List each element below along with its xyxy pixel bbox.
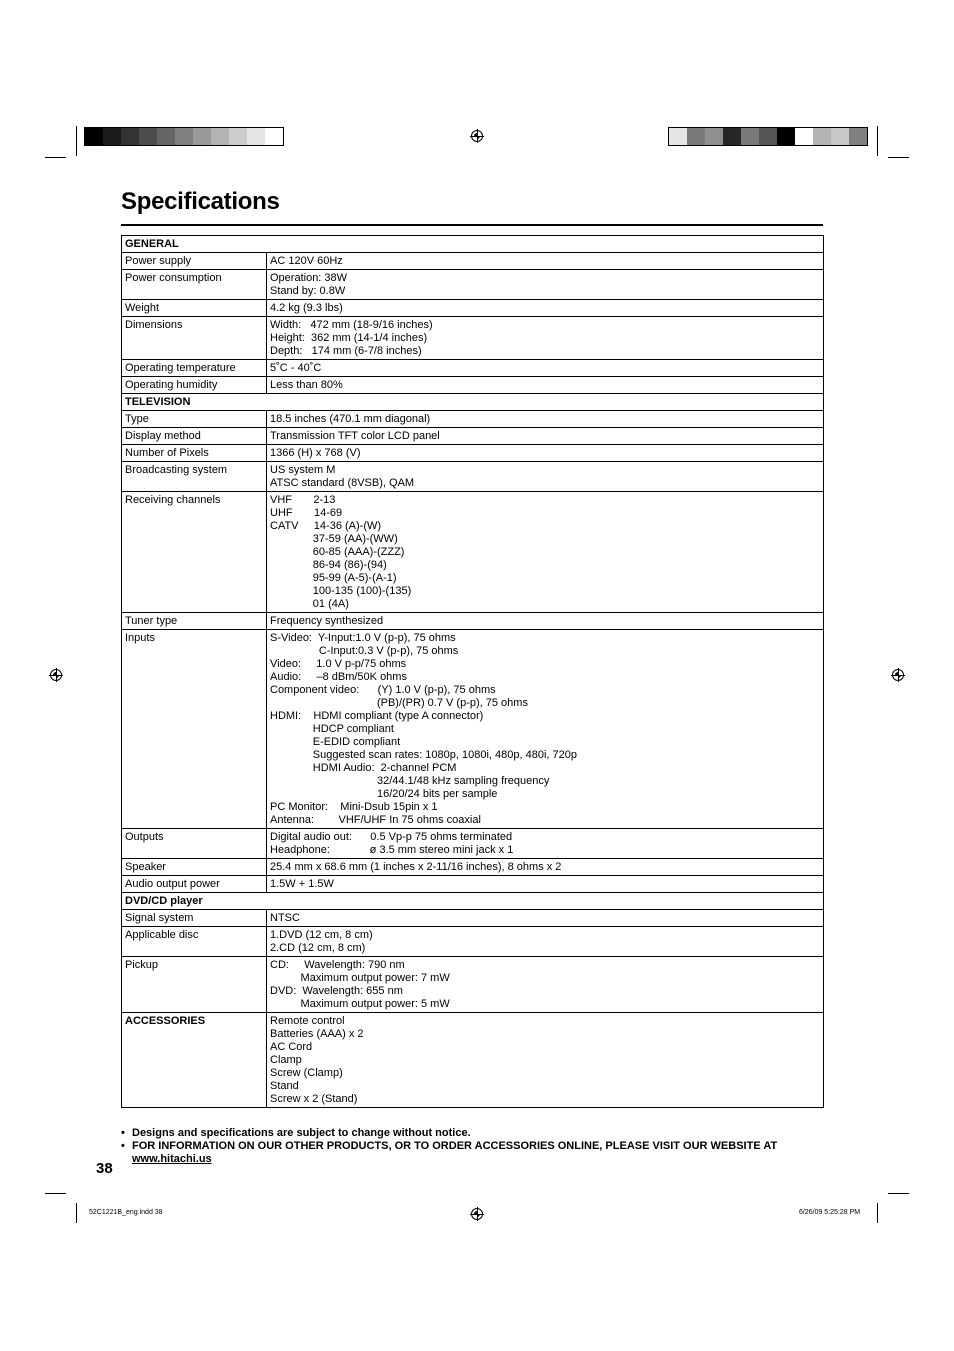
color-bar-swatch — [723, 128, 741, 145]
spec-value-line: 01 (4A) — [270, 598, 349, 610]
spec-value-line: Screw x 2 (Stand) — [270, 1093, 358, 1105]
note-item — [121, 1140, 831, 1166]
title-rule — [121, 224, 823, 226]
spec-value-line: 1366 (H) x 768 (V) — [270, 447, 361, 459]
crop-mark — [45, 157, 66, 158]
spec-value-line: AC Cord — [270, 1041, 313, 1053]
spec-value-line: 32/44.1/48 kHz sampling frequency — [270, 775, 550, 787]
section-heading: GENERAL — [122, 236, 824, 253]
spec-value-line: 18.5 inches (470.1 mm diagonal) — [270, 413, 431, 425]
spec-value — [267, 253, 824, 270]
section-heading: DVD/CD player — [122, 893, 824, 910]
spec-value-line: Video: 1.0 V p-p/75 ohms — [270, 658, 407, 670]
table-row — [122, 829, 824, 859]
accessories-list — [267, 1013, 824, 1108]
spec-value-line: 60-85 (AAA)-(ZZZ) — [270, 546, 405, 558]
spec-value-line: E-EDID compliant — [270, 736, 401, 748]
table-row — [122, 445, 824, 462]
spec-value-line: Component video: (Y) 1.0 V (p-p), 75 ohms — [270, 684, 496, 696]
spec-label: Weight — [122, 300, 267, 317]
spec-value-line: NTSC — [270, 912, 300, 924]
color-bar-swatch — [229, 128, 247, 145]
spec-value-line: 86-94 (86)-(94) — [270, 559, 387, 571]
table-row — [122, 462, 824, 492]
registration-mark-icon — [892, 669, 904, 681]
color-bar-swatch — [121, 128, 139, 145]
spec-value — [267, 445, 824, 462]
spec-label: Audio output power — [122, 876, 267, 893]
spec-value-line: US system M — [270, 464, 336, 476]
spec-label: Display method — [122, 428, 267, 445]
color-bar-swatch — [211, 128, 229, 145]
spec-label: Power consumption — [122, 270, 267, 300]
table-row — [122, 876, 824, 893]
spec-value — [267, 462, 824, 492]
website-link[interactable]: www.hitachi.us — [132, 1153, 212, 1165]
color-bar-swatch — [139, 128, 157, 145]
spec-value-line: AC 120V 60Hz — [270, 255, 343, 267]
spec-label: Outputs — [122, 829, 267, 859]
spec-value-line: CATV 14-36 (A)-(W) — [270, 520, 382, 532]
note-text: Designs and specifications are subject to change without notice. — [132, 1127, 471, 1139]
spec-value-line: Less than 80% — [270, 379, 343, 391]
spec-value — [267, 630, 824, 829]
color-bar-swatch — [175, 128, 193, 145]
section-heading-row — [122, 893, 824, 910]
spec-value-line: Maximum output power: 5 mW — [270, 998, 450, 1010]
table-row — [122, 270, 824, 300]
spec-value-line: Width: 472 mm (18-9/16 inches) — [270, 319, 433, 331]
spec-value-line: Remote control — [270, 1015, 345, 1027]
table-row — [122, 317, 824, 360]
spec-value — [267, 910, 824, 927]
spec-label: Power supply — [122, 253, 267, 270]
color-bar-swatch — [813, 128, 831, 145]
specifications-table — [121, 235, 824, 1108]
registration-mark-icon — [471, 1208, 483, 1220]
color-bar-swatch — [759, 128, 777, 145]
table-row — [122, 253, 824, 270]
spec-value-line: Audio: –8 dBm/50K ohms — [270, 671, 407, 683]
spec-value — [267, 957, 824, 1013]
page-number: 38 — [96, 1160, 113, 1177]
spec-value-line: PC Monitor: Mini-Dsub 15pin x 1 — [270, 801, 438, 813]
color-bar-swatch — [85, 128, 103, 145]
spec-value-line: 16/20/24 bits per sample — [270, 788, 498, 800]
notes — [121, 1127, 831, 1166]
color-bar-swatch — [247, 128, 265, 145]
table-row — [122, 859, 824, 876]
note-item — [121, 1127, 831, 1140]
table-row — [122, 377, 824, 394]
spec-value-line: S-Video: Y-Input:1.0 V (p-p), 75 ohms — [270, 632, 456, 644]
spec-value-line: 95-99 (A-5)-(A-1) — [270, 572, 397, 584]
spec-label: Number of Pixels — [122, 445, 267, 462]
footer-file-info: 52C1221B_eng.indd 38 — [89, 1209, 163, 1216]
table-row — [122, 360, 824, 377]
spec-label: Broadcasting system — [122, 462, 267, 492]
spec-label: Tuner type — [122, 613, 267, 630]
spec-value-line: Stand — [270, 1080, 299, 1092]
spec-value-line: Headphone: ø 3.5 mm stereo mini jack x 1 — [270, 844, 514, 856]
spec-value-line: VHF 2-13 — [270, 494, 336, 506]
crop-mark — [877, 126, 878, 156]
color-bar-swatch — [795, 128, 813, 145]
spec-value-line: (PB)/(PR) 0.7 V (p-p), 75 ohms — [270, 697, 528, 709]
spec-value-line: CD: Wavelength: 790 nm — [270, 959, 405, 971]
crop-mark — [76, 126, 77, 156]
registration-mark-icon — [471, 130, 483, 142]
table-row-accessories — [122, 1013, 824, 1108]
spec-label: Operating temperature — [122, 360, 267, 377]
note-text: FOR INFORMATION ON OUR OTHER PRODUCTS, OR TO ORDER ACCESSORIES ONLINE, PLEASE VISIT OUR WEBSITE AT — [132, 1140, 778, 1152]
spec-value-line: Depth: 174 mm (6-7/8 inches) — [270, 345, 422, 357]
spec-value-line: Clamp — [270, 1054, 302, 1066]
spec-value — [267, 300, 824, 317]
spec-label: Operating humidity — [122, 377, 267, 394]
spec-value-line: 100-135 (100)-(135) — [270, 585, 412, 597]
spec-value-line: 5˚C - 40˚C — [270, 362, 322, 374]
spec-label: Dimensions — [122, 317, 267, 360]
spec-value-line: Transmission TFT color LCD panel — [270, 430, 440, 442]
color-bar-right — [668, 127, 868, 146]
spec-label: Type — [122, 411, 267, 428]
spec-value-line: HDMI Audio: 2-channel PCM — [270, 762, 457, 774]
table-row — [122, 910, 824, 927]
table-row — [122, 613, 824, 630]
spec-value-line: 4.2 kg (9.3 lbs) — [270, 302, 343, 314]
spec-value-line: 1.DVD (12 cm, 8 cm) — [270, 929, 373, 941]
table-row — [122, 428, 824, 445]
spec-value-line: DVD: Wavelength: 655 nm — [270, 985, 403, 997]
color-bar-swatch — [687, 128, 705, 145]
spec-value — [267, 360, 824, 377]
color-bar-swatch — [741, 128, 759, 145]
section-heading: ACCESSORIES — [122, 1013, 267, 1108]
footer-timestamp: 6/26/09 5:25:28 PM — [799, 1209, 861, 1216]
section-heading: TELEVISION — [122, 394, 824, 411]
spec-value — [267, 377, 824, 394]
crop-mark — [76, 1203, 77, 1223]
spec-value-line: Frequency synthesized — [270, 615, 384, 627]
spec-value — [267, 428, 824, 445]
spec-label: Signal system — [122, 910, 267, 927]
spec-value — [267, 859, 824, 876]
table-row — [122, 300, 824, 317]
spec-value — [267, 829, 824, 859]
color-bar-swatch — [669, 128, 687, 145]
crop-mark — [877, 1203, 878, 1223]
registration-mark-icon — [50, 669, 62, 681]
spec-value — [267, 411, 824, 428]
crop-mark — [45, 1193, 66, 1194]
spec-value — [267, 492, 824, 613]
crop-mark — [888, 1193, 909, 1194]
spec-value-line: HDCP compliant — [270, 723, 394, 735]
spec-value-line: Maximum output power: 7 mW — [270, 972, 450, 984]
color-bar-swatch — [831, 128, 849, 145]
spec-label: Pickup — [122, 957, 267, 1013]
spec-label: Speaker — [122, 859, 267, 876]
spec-value-line: HDMI: HDMI compliant (type A connector) — [270, 710, 484, 722]
color-bar-swatch — [103, 128, 121, 145]
spec-value — [267, 927, 824, 957]
spec-label: Inputs — [122, 630, 267, 829]
spec-value-line: C-Input:0.3 V (p-p), 75 ohms — [270, 645, 459, 657]
table-row — [122, 411, 824, 428]
color-bar-swatch — [777, 128, 795, 145]
spec-label: Receiving channels — [122, 492, 267, 613]
spec-value-line: 2.CD (12 cm, 8 cm) — [270, 942, 366, 954]
color-bar-swatch — [849, 128, 867, 145]
color-bar-swatch — [193, 128, 211, 145]
spec-value-line: UHF 14-69 — [270, 507, 343, 519]
table-row — [122, 957, 824, 1013]
spec-value-line: Height: 362 mm (14-1/4 inches) — [270, 332, 428, 344]
section-heading-row — [122, 236, 824, 253]
color-bar-swatch — [265, 128, 283, 145]
spec-value — [267, 876, 824, 893]
spec-value-line: Suggested scan rates: 1080p, 1080i, 480p, 480i, 720p — [270, 749, 577, 761]
color-bar-left — [84, 127, 284, 146]
table-row — [122, 492, 824, 613]
spec-value-line: Operation: 38W — [270, 272, 348, 284]
spec-value-line: Screw (Clamp) — [270, 1067, 343, 1079]
section-heading-row — [122, 394, 824, 411]
color-bar-swatch — [705, 128, 723, 145]
spec-value-line: 1.5W + 1.5W — [270, 878, 334, 890]
spec-value-line: 37-59 (AA)-(WW) — [270, 533, 398, 545]
spec-label: Applicable disc — [122, 927, 267, 957]
page-title: Specifications — [121, 188, 280, 215]
spec-value — [267, 613, 824, 630]
table-row — [122, 927, 824, 957]
spec-value-line: ATSC standard (8VSB), QAM — [270, 477, 415, 489]
spec-value-line: Batteries (AAA) x 2 — [270, 1028, 364, 1040]
spec-value-line: Digital audio out: 0.5 Vp-p 75 ohms terminated — [270, 831, 513, 843]
spec-value-line: Stand by: 0.8W — [270, 285, 346, 297]
spec-value-line: 25.4 mm x 68.6 mm (1 inches x 2-11/16 inches), 8 ohms x 2 — [270, 861, 562, 873]
color-bar-swatch — [157, 128, 175, 145]
spec-value — [267, 270, 824, 300]
spec-value — [267, 317, 824, 360]
table-row — [122, 630, 824, 829]
spec-value-line: Antenna: VHF/UHF In 75 ohms coaxial — [270, 814, 481, 826]
crop-mark — [888, 157, 909, 158]
